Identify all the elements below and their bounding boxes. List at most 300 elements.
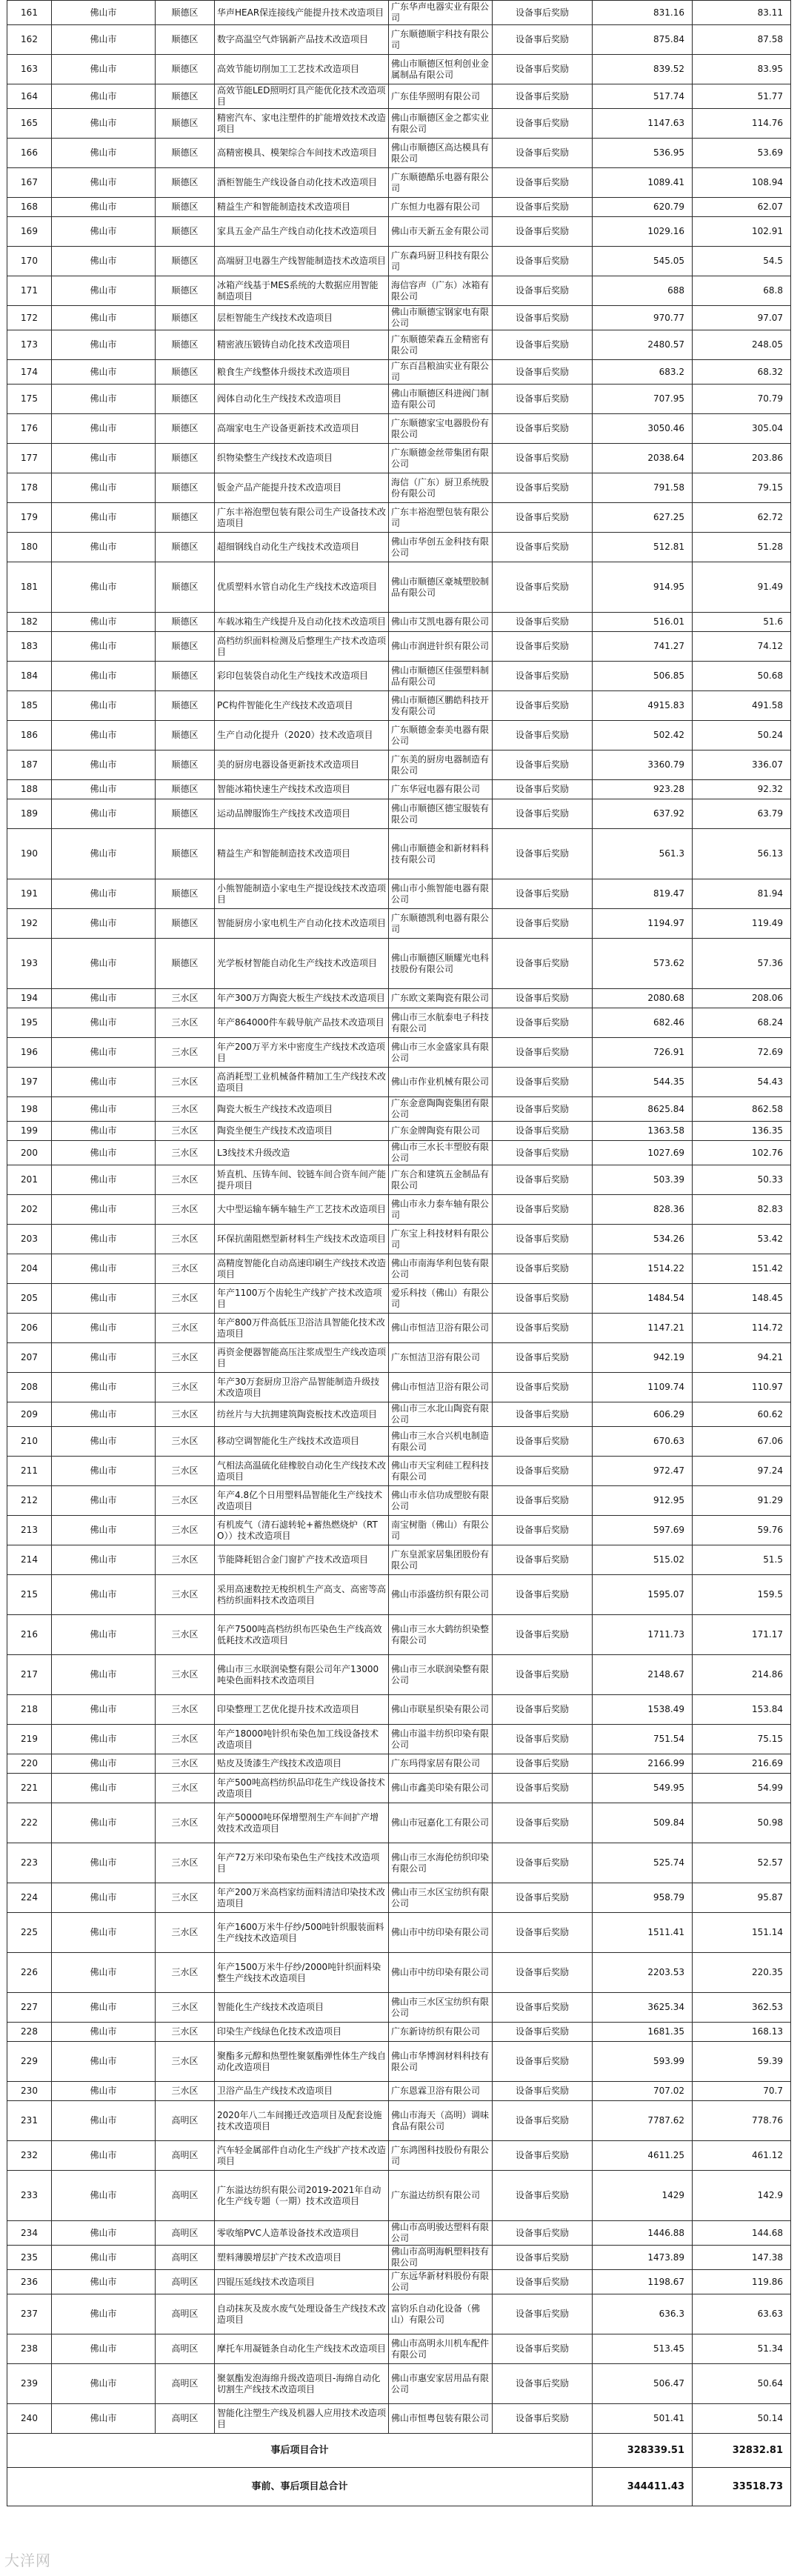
- table-row: [7, 2270, 791, 2294]
- support-type-cell: 设备事后奖励: [493, 198, 593, 217]
- subsidy-amount-cell: 52.57: [693, 1843, 791, 1883]
- district-cell: 三水区: [156, 1883, 215, 1913]
- city-cell: 佛山市: [52, 1695, 156, 1725]
- city-cell: 佛山市: [52, 2404, 156, 2434]
- company-cell: 佛山市高明骏达塑料有限公司: [389, 2221, 493, 2246]
- row-number: 189: [7, 799, 52, 829]
- investment-amount-cell: 7787.62: [593, 2101, 693, 2141]
- subsidy-amount-cell: 102.91: [693, 217, 791, 247]
- district-cell: 顺德区: [156, 799, 215, 829]
- project-name-cell: 采用高速数控无梭织机生产高支、高密等高档纺织面料技术改造项目: [215, 1575, 389, 1615]
- company-cell: 佛山市三水区宝纺织有限公司: [389, 1883, 493, 1913]
- support-type-cell: 设备事后奖励: [493, 1402, 593, 1427]
- subsidy-amount-cell: 70.79: [693, 385, 791, 414]
- investment-amount-cell: 502.42: [593, 721, 693, 750]
- subsidy-amount-cell: 82.83: [693, 1195, 791, 1225]
- support-type-cell: 设备事后奖励: [493, 109, 593, 139]
- company-cell: 广东顺德酷乐电器有限公司: [389, 168, 493, 198]
- row-number: 174: [7, 360, 52, 385]
- district-cell: 高明区: [156, 2141, 215, 2171]
- company-cell: 爱乐科技（佛山）有限公司: [389, 1284, 493, 1314]
- row-number: 211: [7, 1457, 52, 1486]
- project-name-cell: 年产30万套厨房卫浴产品智能制造升级技术改造项目: [215, 1373, 389, 1402]
- district-cell: 高明区: [156, 2101, 215, 2141]
- city-cell: 佛山市: [52, 1195, 156, 1225]
- table-row: [7, 2042, 791, 2082]
- project-name-cell: 酒柜智能生产线设备自动化技术改造项目: [215, 168, 389, 198]
- subsidy-amount-cell: 50.33: [693, 1165, 791, 1195]
- company-cell: 广东金意陶陶瓷集团有限公司: [389, 1097, 493, 1122]
- investment-amount-cell: 912.95: [593, 1486, 693, 1516]
- project-name-cell: 智能冰箱快速生产线技术改造项目: [215, 780, 389, 799]
- row-number: 181: [7, 562, 52, 613]
- investment-amount-cell: 958.79: [593, 1883, 693, 1913]
- row-number: 209: [7, 1402, 52, 1427]
- project-name-cell: 零收缩PVC人造革设备技术改造项目: [215, 2221, 389, 2246]
- support-type-cell: 设备事后奖励: [493, 84, 593, 109]
- investment-amount-cell: 501.41: [593, 2404, 693, 2434]
- investment-amount-cell: 512.81: [593, 533, 693, 562]
- table-row: [7, 385, 791, 414]
- support-type-cell: 设备事后奖励: [493, 1141, 593, 1165]
- city-cell: 佛山市: [52, 799, 156, 829]
- support-type-cell: 设备事后奖励: [493, 247, 593, 276]
- subsidy-amount-cell: 214.86: [693, 1655, 791, 1695]
- city-cell: 佛山市: [52, 1615, 156, 1655]
- company-cell: 广东顺德顺宇科技有限公司: [389, 25, 493, 55]
- project-name-cell: 有机废气（清石滤转轮+蓄热燃烧炉（RTO））技术改造项目: [215, 1516, 389, 1545]
- city-cell: 佛山市: [52, 2364, 156, 2404]
- row-number: 170: [7, 247, 52, 276]
- row-number: 167: [7, 168, 52, 198]
- subsidy-amount-cell: 62.72: [693, 503, 791, 533]
- row-number: 202: [7, 1195, 52, 1225]
- subsidy-amount-cell: 59.76: [693, 1516, 791, 1545]
- district-cell: 三水区: [156, 1803, 215, 1843]
- table-row: [7, 829, 791, 879]
- city-cell: 佛山市: [52, 1953, 156, 1993]
- subsidy-amount-cell: 56.13: [693, 829, 791, 879]
- district-cell: 三水区: [156, 1843, 215, 1883]
- district-cell: 三水区: [156, 1655, 215, 1695]
- support-type-cell: 设备事后奖励: [493, 1695, 593, 1725]
- investment-amount-cell: 2148.67: [593, 1655, 693, 1695]
- table-row: [7, 1038, 791, 1068]
- district-cell: 三水区: [156, 2023, 215, 2042]
- support-type-cell: 设备事后奖励: [493, 1225, 593, 1254]
- row-number: 194: [7, 989, 52, 1008]
- table-row: [7, 1993, 791, 2023]
- table-row: [7, 2364, 791, 2404]
- support-type-cell: 设备事后奖励: [493, 662, 593, 691]
- support-type-cell: 设备事后奖励: [493, 632, 593, 662]
- project-name-cell: PC构件智能化生产线技术改造项目: [215, 691, 389, 721]
- company-cell: 佛山市中纺印染有限公司: [389, 1953, 493, 1993]
- district-cell: 顺德区: [156, 721, 215, 750]
- company-cell: 佛山市顺德区佳强塑料制品有限公司: [389, 662, 493, 691]
- support-type-cell: 设备事后奖励: [493, 473, 593, 503]
- investment-amount-cell: 1027.69: [593, 1141, 693, 1165]
- row-number: 179: [7, 503, 52, 533]
- subsidy-amount-cell: 220.35: [693, 1953, 791, 1993]
- company-cell: 广东鸿图科技股份有限公司: [389, 2141, 493, 2171]
- subsidy-amount-cell: 87.58: [693, 25, 791, 55]
- investment-amount-cell: 1511.41: [593, 1913, 693, 1953]
- support-type-cell: 设备事后奖励: [493, 721, 593, 750]
- row-number: 240: [7, 2404, 52, 2434]
- investment-amount-cell: 1198.67: [593, 2270, 693, 2294]
- support-type-cell: 设备事后奖励: [493, 1038, 593, 1068]
- support-type-cell: 设备事后奖励: [493, 1615, 593, 1655]
- watermark-logo: 大洋网: [4, 2552, 51, 2569]
- grand-total-row: [7, 2468, 791, 2506]
- subsidy-amount-cell: 68.8: [693, 276, 791, 306]
- support-type-cell: 设备事后奖励: [493, 939, 593, 989]
- project-name-cell: 2020年八二车间搬迁改造项目及配套设施技术改造项目: [215, 2101, 389, 2141]
- investment-amount-cell: 3360.79: [593, 750, 693, 780]
- subsidy-amount-cell: 79.15: [693, 473, 791, 503]
- subsidy-amount-cell: 171.17: [693, 1615, 791, 1655]
- subsidy-amount-cell: 461.12: [693, 2141, 791, 2171]
- company-cell: 广东恩霖卫浴有限公司: [389, 2082, 493, 2101]
- grand-total-row-amount: 344411.43: [593, 2468, 693, 2506]
- row-number: 229: [7, 2042, 52, 2082]
- district-cell: 顺德区: [156, 385, 215, 414]
- district-cell: 三水区: [156, 2082, 215, 2101]
- support-type-cell: 设备事后奖励: [493, 562, 593, 613]
- investment-amount-cell: 1429: [593, 2171, 693, 2221]
- project-name-cell: 年产7500吨高档纺织布匹染色生产线高效低耗技术改造项目: [215, 1615, 389, 1655]
- project-name-cell: 华声HEAR保连接线产能提升技术改造项目: [215, 1, 389, 25]
- city-cell: 佛山市: [52, 1314, 156, 1343]
- table-row: [7, 1695, 791, 1725]
- subsidy-amount-cell: 51.6: [693, 613, 791, 632]
- subsidy-amount-cell: 136.35: [693, 1122, 791, 1141]
- investment-amount-cell: 525.74: [593, 1843, 693, 1883]
- row-number: 193: [7, 939, 52, 989]
- city-cell: 佛山市: [52, 1068, 156, 1097]
- district-cell: 顺德区: [156, 444, 215, 473]
- project-name-cell: 精益生产和智能制造技术改造项目: [215, 829, 389, 879]
- company-cell: 佛山市中纺印染有限公司: [389, 1913, 493, 1953]
- district-cell: 三水区: [156, 1141, 215, 1165]
- investment-amount-cell: 620.79: [593, 198, 693, 217]
- project-name-cell: 高精度智能化自动高速印刷生产线技术改造项目: [215, 1254, 389, 1284]
- subsidy-amount-cell: 54.99: [693, 1774, 791, 1803]
- investment-amount-cell: 1446.88: [593, 2221, 693, 2246]
- project-name-cell: 贴皮及烫漆生产线技术改造项目: [215, 1754, 389, 1774]
- district-cell: 高明区: [156, 2364, 215, 2404]
- support-type-cell: 设备事后奖励: [493, 2023, 593, 2042]
- company-cell: 佛山市三水区宝纺织有限公司: [389, 1993, 493, 2023]
- table-row: [7, 691, 791, 721]
- company-cell: 佛山市顺德金和新材料科技有限公司: [389, 829, 493, 879]
- investment-amount-cell: 506.85: [593, 662, 693, 691]
- subsidy-amount-cell: 144.68: [693, 2221, 791, 2246]
- table-row: [7, 1373, 791, 1402]
- table-row: [7, 1953, 791, 1993]
- city-cell: 佛山市: [52, 1993, 156, 2023]
- subsidy-amount-cell: 60.62: [693, 1402, 791, 1427]
- project-name-cell: 聚酯多元醇和热塑性聚氨酯弹性体生产线自动化改造项目: [215, 2042, 389, 2082]
- district-cell: 顺德区: [156, 84, 215, 109]
- table-row: [7, 1314, 791, 1343]
- company-cell: 佛山市艾凯电器有限公司: [389, 613, 493, 632]
- subsidy-amount-cell: 50.64: [693, 2364, 791, 2404]
- support-type-cell: 设备事后奖励: [493, 1993, 593, 2023]
- city-cell: 佛山市: [52, 1486, 156, 1516]
- row-number: 208: [7, 1373, 52, 1402]
- table-row: [7, 1165, 791, 1195]
- district-cell: 三水区: [156, 1486, 215, 1516]
- table-row: [7, 1402, 791, 1427]
- subsidy-amount-cell: 51.5: [693, 1545, 791, 1575]
- district-cell: 三水区: [156, 1122, 215, 1141]
- row-number: 206: [7, 1314, 52, 1343]
- investment-amount-cell: 573.62: [593, 939, 693, 989]
- subsidy-amount-cell: 54.43: [693, 1068, 791, 1097]
- support-type-cell: 设备事后奖励: [493, 1008, 593, 1038]
- subsidy-amount-cell: 97.07: [693, 306, 791, 330]
- subsidy-amount-cell: 62.07: [693, 198, 791, 217]
- table-row: [7, 198, 791, 217]
- company-cell: 佛山市华博润材料科技有限公司: [389, 2042, 493, 2082]
- table-row: [7, 1097, 791, 1122]
- subsidy-amount-cell: 153.84: [693, 1695, 791, 1725]
- row-number: 197: [7, 1068, 52, 1097]
- district-cell: 顺德区: [156, 139, 215, 168]
- project-name-cell: 年产50000吨环保增塑剂生产车间扩产增效技术改造项目: [215, 1803, 389, 1843]
- district-cell: 高明区: [156, 2294, 215, 2334]
- table-row: [7, 55, 791, 84]
- company-cell: 广东顺德凯利电器有限公司: [389, 909, 493, 939]
- row-number: 164: [7, 84, 52, 109]
- support-type-cell: 设备事后奖励: [493, 2221, 593, 2246]
- row-number: 226: [7, 1953, 52, 1993]
- city-cell: 佛山市: [52, 2270, 156, 2294]
- table-row: [7, 84, 791, 109]
- city-cell: 佛山市: [52, 1284, 156, 1314]
- project-name-cell: 大中型运输车辆车轴生产工艺技术改造项目: [215, 1195, 389, 1225]
- district-cell: 顺德区: [156, 217, 215, 247]
- support-type-cell: 设备事后奖励: [493, 168, 593, 198]
- company-cell: 佛山市顺德区恒利创业金属制品有限公司: [389, 55, 493, 84]
- table-row: [7, 1883, 791, 1913]
- subsidy-amount-cell: 119.49: [693, 909, 791, 939]
- city-cell: 佛山市: [52, 829, 156, 879]
- district-cell: 顺德区: [156, 473, 215, 503]
- company-cell: 广东皇派家居集团股份有限公司: [389, 1545, 493, 1575]
- district-cell: 顺德区: [156, 330, 215, 360]
- row-number: 163: [7, 55, 52, 84]
- company-cell: 佛山市华创五金科技有限公司: [389, 533, 493, 562]
- city-cell: 佛山市: [52, 1575, 156, 1615]
- table-row: [7, 989, 791, 1008]
- investment-amount-cell: 597.69: [593, 1516, 693, 1545]
- district-cell: 顺德区: [156, 276, 215, 306]
- company-cell: 广东恒洁卫浴有限公司: [389, 1343, 493, 1373]
- city-cell: 佛山市: [52, 1141, 156, 1165]
- row-number: 228: [7, 2023, 52, 2042]
- subsidy-amount-cell: 862.58: [693, 1097, 791, 1122]
- table-row: [7, 2246, 791, 2270]
- district-cell: 三水区: [156, 1008, 215, 1038]
- support-type-cell: 设备事后奖励: [493, 2042, 593, 2082]
- investment-amount-cell: 606.29: [593, 1402, 693, 1427]
- row-number: 182: [7, 613, 52, 632]
- table-row: [7, 1141, 791, 1165]
- city-cell: 佛山市: [52, 2023, 156, 2042]
- row-number: 192: [7, 909, 52, 939]
- subsidy-amount-cell: 491.58: [693, 691, 791, 721]
- company-cell: 广东华声电器实业有限公司: [389, 1, 493, 25]
- company-cell: 佛山市三水长丰塑胶有限公司: [389, 1141, 493, 1165]
- investment-amount-cell: 516.01: [593, 613, 693, 632]
- support-type-cell: 设备事后奖励: [493, 613, 593, 632]
- table-row: [7, 1615, 791, 1655]
- table-row: [7, 1843, 791, 1883]
- table-row: [7, 1655, 791, 1695]
- investment-amount-cell: 561.3: [593, 829, 693, 879]
- investment-amount-cell: 970.77: [593, 306, 693, 330]
- investment-amount-cell: 1109.74: [593, 1373, 693, 1402]
- row-number: 231: [7, 2101, 52, 2141]
- subtotal-row-amount: 328339.51: [593, 2434, 693, 2468]
- subsidy-amount-cell: 72.69: [693, 1038, 791, 1068]
- project-name-cell: L3线技术升级改造: [215, 1141, 389, 1165]
- row-number: 215: [7, 1575, 52, 1615]
- city-cell: 佛山市: [52, 1427, 156, 1457]
- company-cell: 佛山市添盛纺织有限公司: [389, 1575, 493, 1615]
- investment-amount-cell: 707.02: [593, 2082, 693, 2101]
- company-cell: 佛山市恒洁卫浴有限公司: [389, 1314, 493, 1343]
- table-row: [7, 909, 791, 939]
- row-number: 169: [7, 217, 52, 247]
- investment-amount-cell: 513.45: [593, 2334, 693, 2364]
- company-cell: 佛山市海天（高明）调味食品有限公司: [389, 2101, 493, 2141]
- project-name-cell: 超细钢线自动化生产线技术改造项目: [215, 533, 389, 562]
- support-type-cell: 设备事后奖励: [493, 2101, 593, 2141]
- district-cell: 三水区: [156, 1457, 215, 1486]
- company-cell: 佛山市顺德区德宝服装有限公司: [389, 799, 493, 829]
- city-cell: 佛山市: [52, 909, 156, 939]
- district-cell: 三水区: [156, 1373, 215, 1402]
- city-cell: 佛山市: [52, 84, 156, 109]
- row-number: 188: [7, 780, 52, 799]
- city-cell: 佛山市: [52, 473, 156, 503]
- company-cell: 广东玛得家居有限公司: [389, 1754, 493, 1774]
- row-number: 185: [7, 691, 52, 721]
- investment-amount-cell: 515.02: [593, 1545, 693, 1575]
- project-name-cell: 印染整理工艺优化提升技术改造项目: [215, 1695, 389, 1725]
- investment-amount-cell: 534.26: [593, 1225, 693, 1254]
- row-number: 176: [7, 414, 52, 444]
- district-cell: 三水区: [156, 989, 215, 1008]
- support-type-cell: 设备事后奖励: [493, 276, 593, 306]
- table-row: [7, 2023, 791, 2042]
- row-number: 190: [7, 829, 52, 879]
- district-cell: 三水区: [156, 1695, 215, 1725]
- city-cell: 佛山市: [52, 2082, 156, 2101]
- subsidy-amount-cell: 51.77: [693, 84, 791, 109]
- subsidy-amount-cell: 50.98: [693, 1803, 791, 1843]
- support-type-cell: 设备事后奖励: [493, 2364, 593, 2404]
- row-number: 220: [7, 1754, 52, 1774]
- table-row: [7, 1122, 791, 1141]
- subsidy-amount-cell: 63.63: [693, 2294, 791, 2334]
- project-name-cell: 高端厨卫电器生产线智能制造技术改造项目: [215, 247, 389, 276]
- project-name-cell: 美的厨房电器设备更新技术改造项目: [215, 750, 389, 780]
- project-name-cell: 智能化生产线技术改造项目: [215, 1993, 389, 2023]
- city-cell: 佛山市: [52, 330, 156, 360]
- support-type-cell: 设备事后奖励: [493, 139, 593, 168]
- row-number: 216: [7, 1615, 52, 1655]
- project-name-cell: 家具五金产品生产线自动化技术改造项目: [215, 217, 389, 247]
- company-cell: 佛山市顺德区顺耀光电科技股份有限公司: [389, 939, 493, 989]
- city-cell: 佛山市: [52, 989, 156, 1008]
- row-number: 212: [7, 1486, 52, 1516]
- subtotal-row: [7, 2434, 791, 2468]
- table-row: [7, 444, 791, 473]
- company-cell: 佛山市惠安家居用品有限公司: [389, 2364, 493, 2404]
- district-cell: 顺德区: [156, 632, 215, 662]
- support-type-cell: 设备事后奖励: [493, 1165, 593, 1195]
- company-cell: 佛山市顺德区高达模具有限公司: [389, 139, 493, 168]
- district-cell: 高明区: [156, 2404, 215, 2434]
- district-cell: 顺德区: [156, 306, 215, 330]
- city-cell: 佛山市: [52, 1516, 156, 1545]
- district-cell: 三水区: [156, 1038, 215, 1068]
- table-row: [7, 1254, 791, 1284]
- subsidy-amount-cell: 203.86: [693, 444, 791, 473]
- district-cell: 三水区: [156, 1725, 215, 1754]
- support-type-cell: 设备事后奖励: [493, 1725, 593, 1754]
- investment-amount-cell: 3625.34: [593, 1993, 693, 2023]
- support-type-cell: 设备事后奖励: [493, 829, 593, 879]
- table-row: [7, 1068, 791, 1097]
- table-row: [7, 168, 791, 198]
- subsidy-amount-cell: 114.72: [693, 1314, 791, 1343]
- city-cell: 佛山市: [52, 1, 156, 25]
- table-row: [7, 306, 791, 330]
- city-cell: 佛山市: [52, 444, 156, 473]
- project-name-cell: 优质塑料水管自动化生产线技术改造项目: [215, 562, 389, 613]
- project-name-cell: 摩托车用凝链条自动化生产线技术改造项目: [215, 2334, 389, 2364]
- district-cell: 顺德区: [156, 55, 215, 84]
- table-row: [7, 2101, 791, 2141]
- district-cell: 三水区: [156, 1254, 215, 1284]
- district-cell: 三水区: [156, 1516, 215, 1545]
- project-name-cell: 年产1100万个齿轮生产线扩产技术改造项目: [215, 1284, 389, 1314]
- investment-amount-cell: 636.3: [593, 2294, 693, 2334]
- project-name-cell: 卫浴产品生产线技术改造项目: [215, 2082, 389, 2101]
- row-number: 205: [7, 1284, 52, 1314]
- subsidy-amount-cell: 94.21: [693, 1343, 791, 1373]
- district-cell: 高明区: [156, 2221, 215, 2246]
- row-number: 233: [7, 2171, 52, 2221]
- row-number: 237: [7, 2294, 52, 2334]
- row-number: 232: [7, 2141, 52, 2171]
- district-cell: 顺德区: [156, 613, 215, 632]
- row-number: 161: [7, 1, 52, 25]
- subtotal-row-subsidy: 32832.81: [693, 2434, 791, 2468]
- table-row: [7, 1754, 791, 1774]
- row-number: 168: [7, 198, 52, 217]
- company-cell: 广东顺德家宝电器股份有限公司: [389, 414, 493, 444]
- city-cell: 佛山市: [52, 1165, 156, 1195]
- company-cell: 海信（广东）厨卫系统股份有限公司: [389, 473, 493, 503]
- support-type-cell: 设备事后奖励: [493, 2082, 593, 2101]
